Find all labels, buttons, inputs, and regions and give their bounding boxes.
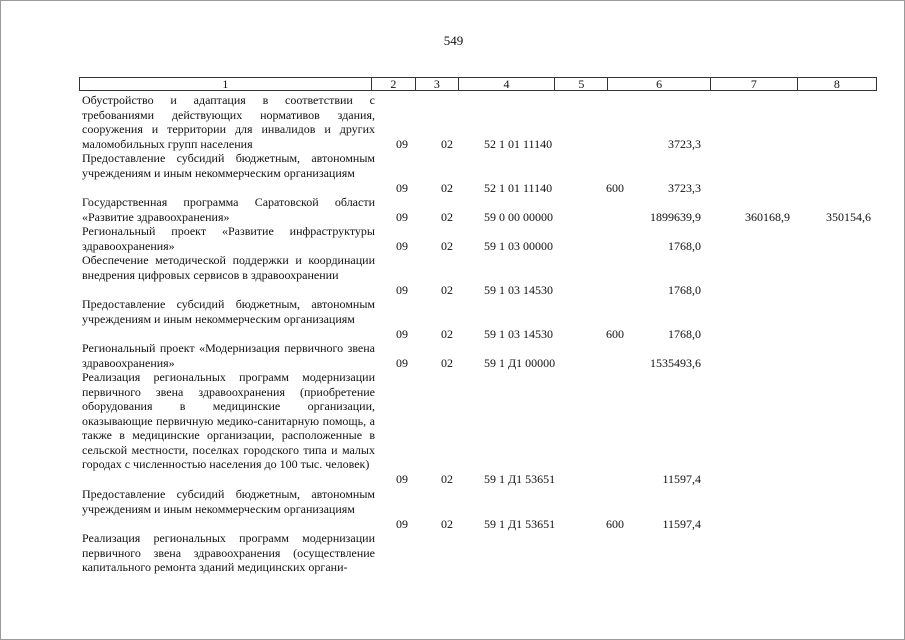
row-description: Обустройство и адаптация в соответствии с требованиями действующих нормативов здания, сооружения и территории для инвалидов и других маломобильных групп населения bbox=[82, 93, 375, 151]
cell-amount-1: 11597,4 bbox=[662, 517, 701, 531]
table-row bbox=[82, 341, 877, 370]
cell-expense-type: 600 bbox=[606, 327, 624, 341]
row-description: Обеспечение методической поддержки и координации внедрения цифровых сервисов в здравоохранении bbox=[82, 253, 375, 282]
cell-subsection: 02 bbox=[441, 517, 453, 531]
cell-target-article: 59 1 03 14530 bbox=[484, 327, 553, 341]
row-description: Региональный проект «Развитие инфраструктуры здравоохранения» bbox=[82, 224, 375, 253]
table-row bbox=[82, 297, 877, 341]
table-row bbox=[82, 253, 877, 297]
header-col-4: 4 bbox=[459, 78, 556, 90]
cell-subsection: 02 bbox=[441, 181, 453, 195]
row-description: Региональный проект «Модернизация первичного звена здравоохранения» bbox=[82, 341, 375, 370]
cell-subsection: 02 bbox=[441, 239, 453, 253]
header-col-8: 8 bbox=[833, 77, 840, 91]
cell-amount-1: 1535493,6 bbox=[650, 356, 701, 370]
cell-amount-1: 1899639,9 bbox=[650, 210, 701, 224]
cell-amount-1: 1768,0 bbox=[668, 283, 701, 297]
cell-section: 09 bbox=[396, 472, 408, 486]
row-description: Государственная программа Саратовской области «Развитие здравоохранения» bbox=[82, 195, 375, 224]
cell-target-article: 52 1 01 11140 bbox=[484, 137, 553, 151]
cell-section: 09 bbox=[396, 327, 408, 341]
cell-subsection: 02 bbox=[441, 356, 453, 370]
cell-expense-type: 600 bbox=[606, 517, 624, 531]
cell-target-article: 59 1 03 14530 bbox=[484, 283, 553, 297]
cell-amount-1: 1768,0 bbox=[668, 327, 701, 341]
table-row bbox=[82, 224, 877, 253]
cell-amount-1: 11597,4 bbox=[662, 472, 701, 486]
table-row bbox=[82, 151, 877, 195]
cell-section: 09 bbox=[396, 181, 408, 195]
cell-section: 09 bbox=[396, 210, 408, 224]
header-col-7: 7 bbox=[711, 78, 798, 90]
cell-amount-2: 360168,9 bbox=[745, 210, 790, 224]
cell-subsection: 02 bbox=[441, 472, 453, 486]
header-col-6: 6 bbox=[608, 78, 710, 90]
table-row bbox=[82, 487, 877, 531]
header-col-5: 5 bbox=[555, 78, 608, 90]
cell-subsection: 02 bbox=[441, 327, 453, 341]
cell-section: 09 bbox=[396, 356, 408, 370]
cell-section: 09 bbox=[396, 137, 408, 151]
table-row bbox=[82, 531, 877, 575]
row-description: Предоставление субсидий бюджетным, автономным учреждениям и иным некоммерческим организациям bbox=[82, 151, 375, 180]
page-number: 549 bbox=[443, 33, 464, 48]
cell-target-article: 59 1 Д1 53651 bbox=[484, 472, 556, 486]
cell-section: 09 bbox=[396, 517, 408, 531]
cell-subsection: 02 bbox=[441, 210, 453, 224]
cell-amount-3: 350154,6 bbox=[826, 210, 871, 224]
cell-expense-type: 600 bbox=[606, 181, 624, 195]
cell-section: 09 bbox=[396, 283, 408, 297]
table-row bbox=[82, 195, 877, 224]
cell-target-article: 59 1 03 00000 bbox=[484, 239, 553, 253]
row-description: Предоставление субсидий бюджетным, автономным учреждениям и иным некоммерческим организациям bbox=[82, 487, 375, 516]
table-header bbox=[79, 77, 877, 91]
header-col-1: 1 bbox=[80, 78, 372, 90]
header-col-2: 2 bbox=[372, 78, 416, 90]
row-description: Предоставление субсидий бюджетным, автономным учреждениям и иным некоммерческим организациям bbox=[82, 297, 375, 326]
cell-target-article: 59 0 00 00000 bbox=[484, 210, 553, 224]
cell-subsection: 02 bbox=[441, 137, 453, 151]
row-description: Реализация региональных программ модернизации первичного звена здравоохранения (осуществление капитального ремонта зданий медицинских органи- bbox=[82, 531, 375, 574]
cell-target-article: 59 1 Д1 00000 bbox=[484, 356, 556, 370]
cell-subsection: 02 bbox=[441, 283, 453, 297]
cell-target-article: 52 1 01 11140 bbox=[484, 181, 553, 195]
cell-amount-1: 3723,3 bbox=[668, 137, 701, 151]
row-description: Реализация региональных программ модернизации первичного звена здравоохранения (приобретение оборудования в медицинские организации, оказывающие первичную медико-санитарную помощь, а также в медицинские организации, расположенные в сельской местности, поселках городского типа и малых городах с численностью населения до 100 тыс. человек) bbox=[82, 370, 375, 471]
cell-target-article: 59 1 Д1 53651 bbox=[484, 517, 556, 531]
header-col-3: 3 bbox=[416, 78, 459, 90]
cell-amount-1: 3723,3 bbox=[668, 181, 701, 195]
table-row bbox=[82, 370, 877, 486]
cell-amount-1: 1768,0 bbox=[668, 239, 701, 253]
cell-section: 09 bbox=[396, 239, 408, 253]
table-row bbox=[82, 93, 877, 151]
